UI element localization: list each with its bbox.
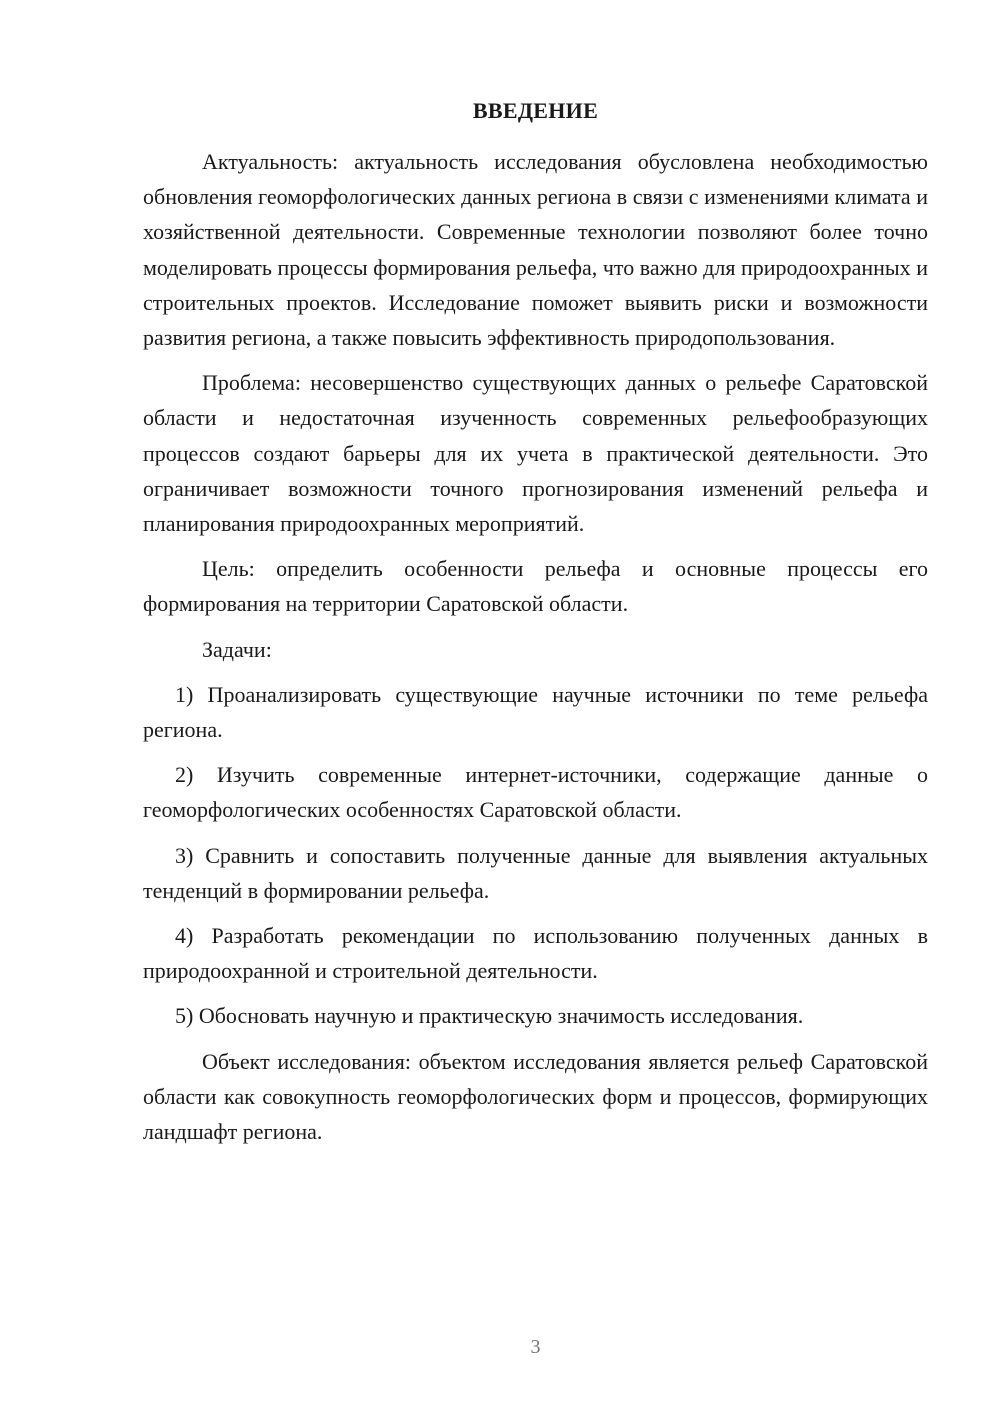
task-item-4: 4) Разработать рекомендации по использованию полученных данных в природоохранной и строительной деятельности.	[143, 923, 928, 984]
page-title: ВВЕДЕНИЕ	[472, 98, 599, 123]
paragraph-object: Объект исследования: объектом исследования является рельеф Саратовской области как совокупность геоморфологических форм и процессов, формирующих ландшафт региона.	[143, 1048, 928, 1145]
paragraph-goal: Цель: определить особенности рельефа и основные процессы его формирования на территории Саратовской области.	[143, 556, 928, 617]
document-body	[143, 144, 928, 1149]
paragraph-tasks-heading: Задачи:	[202, 636, 272, 662]
task-item-1: 1) Проанализировать существующие научные источники по теме рельефа региона.	[143, 681, 928, 743]
task-item-2: 2) Изучить современные интернет-источники, содержащие данные о геоморфологических особенностях Саратовской области.	[143, 762, 928, 823]
task-item-3: 3) Сравнить и сопоставить полученные данные для выявления актуальных тенденций в формировании рельефа.	[143, 842, 928, 903]
task-item-5: 5) Обосновать научную и практическую значимость исследования.	[175, 1003, 804, 1029]
paragraph-relevance: Актуальность: актуальность исследования обусловлена необходимостью обновления геоморфологических данных региона в связи с изменениями климата и хозяйственной деятельности. Современные технологии позволяют более точно моделировать процессы формирования рельефа, что важно для природоохранных и строительных проектов. Исследование поможет выявить риски и возможности развития региона, а также повысить эффективность природопользования.	[143, 149, 928, 351]
paragraph-problem: Проблема: несовершенство существующих данных о рельефе Саратовской области и недостаточная изученность современных рельефообразующих процессов создают барьеры для их учета в практической деятельности. Это ограничивает возможности точного прогнозирования изменений рельефа и планирования природоохранных мероприятий.	[143, 370, 928, 537]
document-page	[143, 0, 928, 1414]
page-number: 3	[530, 1336, 541, 1358]
